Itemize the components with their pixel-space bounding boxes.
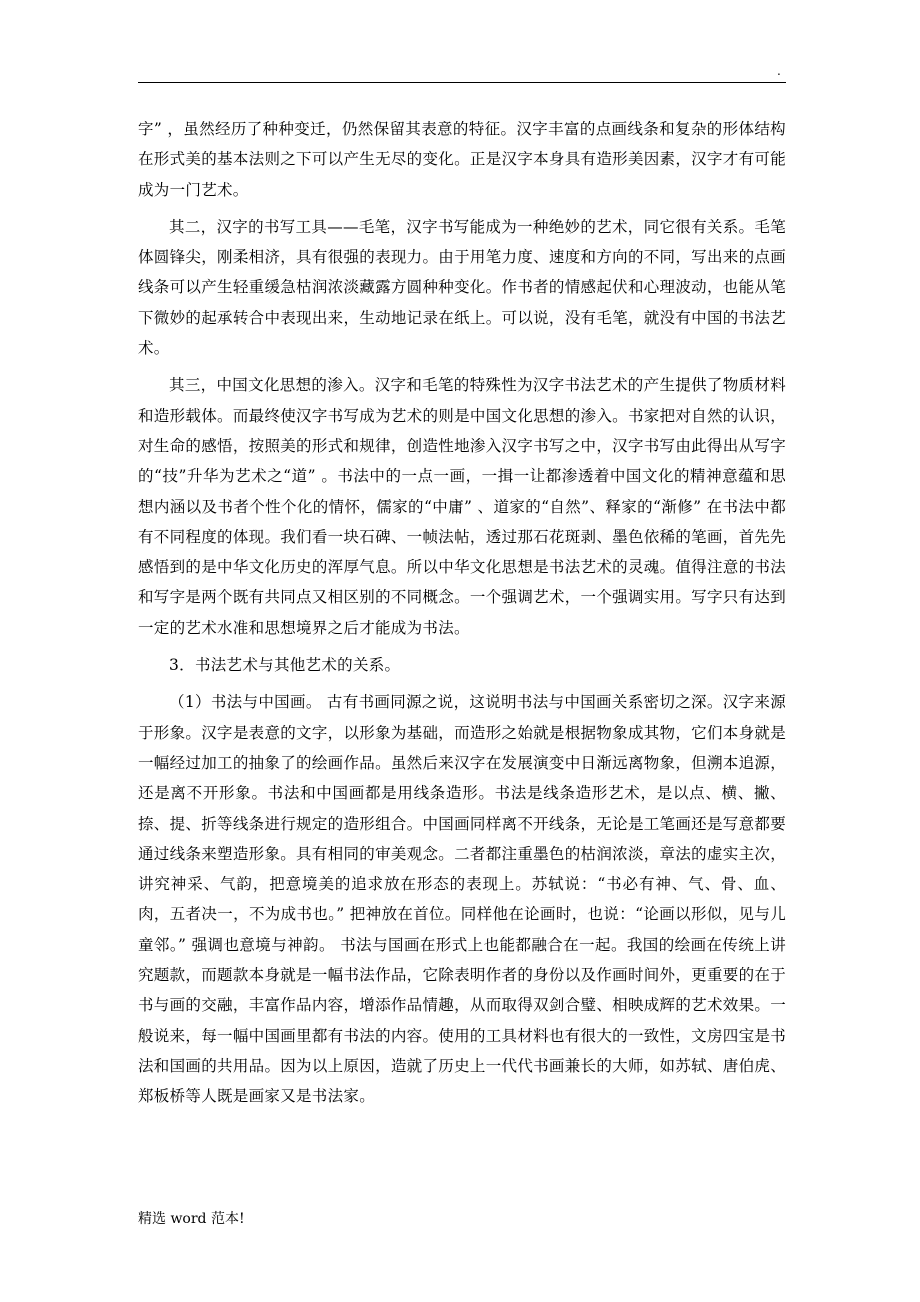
header-rule bbox=[138, 82, 786, 83]
body-text bbox=[138, 114, 786, 1119]
paragraph-cultural-thought: 其三，中国文化思想的渗入。汉字和毛笔的特殊性为汉字书法艺术的产生提供了物质材料和造形载体。而最终使汉字书写成为艺术的则是中国文化思想的渗入。书家把对自然的认识，对生命的感悟，按照美的形式和规律，创造性地渗入汉字书写之中，汉字书写由此得出从写字的“技”升华为艺术之“道” 。书法中的一点一画，一揖一让都渗透着中国文化的精神意蕴和思想内涵以及书者个性个化的情怀，儒家的“中庸” 、道家的“自然”、释家的“渐修” 在书法中都有不同程度的体现。我们看一块石碑、一帧法帖，透过那石花斑剥、墨色依稀的笔画，首先先感悟到的是中华文化历史的浑厚气息。所以中华文化思想是书法艺术的灵魂。值得注意的书法和写字是两个既有共同点又相区别的不同概念。一个强调艺术，一个强调实用。写字只有达到一定的艺术水准和思想境界之后才能成为书法。 bbox=[138, 376, 786, 637]
paragraph-writing-tool: 其二，汉字的书写工具——毛笔，汉字书写能成为一种绝妙的艺术，同它很有关系。毛笔体圆锋尖，刚柔相济，具有很强的表现力。由于用笔力度、速度和方向的不同，写出来的点画线条可以产生轻重缓急枯润浓淡藏露方圆种种变化。作书者的情感起伏和心理波动，也能从笔下微妙的起承转合中表现出来，生动地记录在纸上。可以说，没有毛笔，就没有中国的书法艺术。 bbox=[138, 217, 786, 358]
paragraph-continuation: 字” ，虽然经历了种种变迁，仍然保留其表意的特征。汉字丰富的点画线条和复杂的形体结构在形式美的基本法则之下可以产生无尽的变化。正是汉字本身具有造形美因素，汉字才有可能成为一门艺术。 bbox=[138, 120, 786, 199]
paragraph-calligraphy-painting: （1）书法与中国画。 古有书画同源之说，这说明书法与中国画关系密切之深。汉字来源于形象。汉字是表意的文字，以形象为基础，而造形之始就是根据物象成其物，它们本身就是一幅经过加工的抽象了的绘画作品。虽然后来汉字在发展演变中日渐远离物象，但溯本追源，还是离不开形象。书法和中国画都是用线条造形。书法是线条造形艺术，是以点、横、撇、捺、提、折等线条进行规定的造形组合。中国画同样离不开线条，无论是工笔画还是写意都要通过线条来塑造形象。具有相同的审美观念。二者都注重墨色的枯润浓淡，章法的虚实主次，讲究神采、气韵，把意境美的追求放在形态的表现上。苏轼说：“书必有神、气、骨、血、肉，五者决一，不为成书也。” 把神放在首位。同样他在论画时，也说：“论画以形似，见与儿童邻。” 强调也意境与神韵。 书法与国画在形式上也能都融合在一起。我国的绘画在传统上讲究题款，而题款本身就是一幅书法作品，它除表明作者的身份以及作画时间外，更重要的在于书与画的交融，丰富作品内容，增添作品情趣，从而取得双剑合璧、相映成辉的艺术效果。一般说来，每一幅中国画里都有书法的内容。使用的工具材料也有很大的一致性，文房四宝是书法和国画的共用品。因为以上原因，造就了历史上一代代书画兼长的大师，如苏轼、唐伯虎、郑板桥等人既是画家又是书法家。 bbox=[138, 693, 786, 1106]
section-heading: 3．书法艺术与其他艺术的关系。 bbox=[169, 656, 401, 675]
footer-text: 精选 word 范本! bbox=[138, 1211, 245, 1227]
header-mark: . bbox=[777, 64, 781, 78]
